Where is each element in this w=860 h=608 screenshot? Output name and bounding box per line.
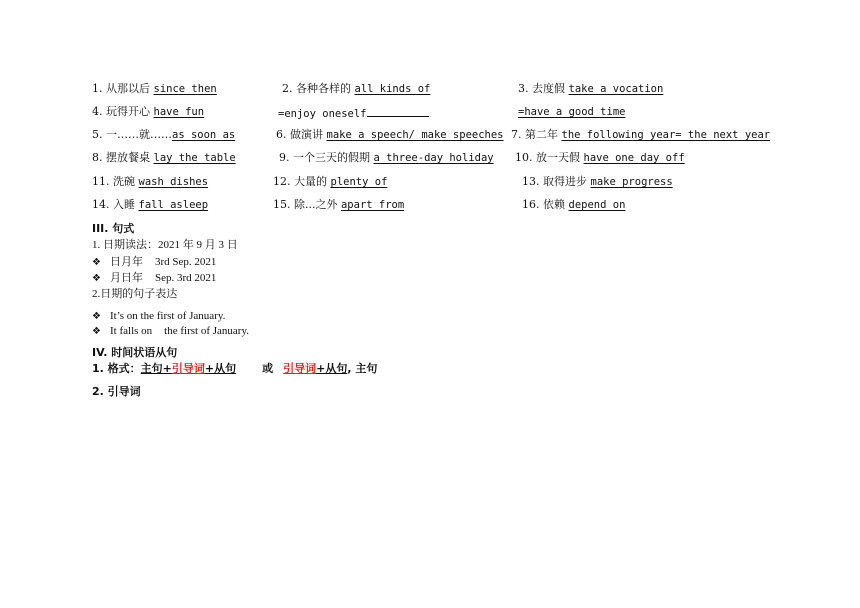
diamond-bullet-icon: ❖ — [92, 273, 101, 284]
phrase-label: 11. 洗碗 — [92, 175, 135, 188]
phrase-equivalent-2 — [518, 105, 625, 119]
phrase-answer: wash dishes — [138, 176, 209, 188]
section-title-sentence-patterns: III. 句式 — [92, 222, 135, 235]
phrase-answer: since then — [153, 83, 217, 95]
phrase-answer: make a speech/ make speeches — [326, 129, 504, 141]
format-prefix: 1. 格式： — [92, 362, 141, 375]
bullet-line-falls-on — [92, 324, 249, 339]
bullet-line-mdy — [92, 271, 216, 286]
phrase-item-4 — [92, 105, 204, 119]
phrase-answer: lay the table — [153, 152, 236, 164]
phrase-equivalent: =have a good time — [518, 106, 626, 118]
phrase-item-10 — [515, 151, 685, 165]
phrase-answer: apart from — [340, 199, 405, 211]
bullet-line-dmy — [92, 255, 216, 270]
phrase-label: 14. 入睡 — [92, 198, 135, 211]
date-reading-item: 1. 日期读法：2021 年 9 月 3 日 — [92, 239, 238, 251]
bullet-label: 月日年 — [110, 272, 143, 284]
phrase-label: 1. 从那以后 — [92, 82, 154, 95]
phrase-item-14 — [92, 198, 208, 212]
phrase-answer: fall asleep — [138, 199, 209, 211]
phrase-label: 6. 做演讲 — [276, 128, 323, 141]
phrase-answer: depend on — [568, 199, 626, 211]
phrase-item-12 — [273, 175, 387, 189]
section-title-adverbial-clause: IV. 时间状语从句 — [92, 346, 178, 359]
phrase-item-16 — [522, 198, 625, 212]
conjunction-text-2: 引导词 — [283, 362, 317, 375]
phrase-item-15 — [273, 198, 404, 212]
bullet-text: It’s on the first of January. — [110, 310, 226, 322]
bullet-value: 3rd Sep. 2021 — [155, 256, 217, 268]
diamond-bullet-icon: ❖ — [92, 326, 101, 337]
phrase-equivalent-1 — [278, 105, 429, 121]
phrase-label: 8. 摆放餐桌 — [92, 151, 150, 164]
phrase-label: 7. 第二年 — [511, 128, 558, 141]
phrase-label: 2. 各种各样的 — [282, 82, 351, 95]
phrase-item-5 — [92, 128, 235, 142]
conjunction-text: 引导词 — [171, 362, 205, 375]
phrase-label: 4. 玩得开心 — [92, 105, 150, 118]
bullet-line-its-on — [92, 309, 225, 324]
bullet-text-part1: It falls on — [110, 325, 153, 337]
bullet-value: Sep. 3rd 2021 — [155, 272, 217, 284]
phrase-answer: have one day off — [583, 152, 685, 164]
phrase-item-7 — [511, 128, 770, 142]
phrase-label: 5. 一……就…… — [92, 128, 172, 141]
conjunctions-item: 2. 引导词 — [92, 385, 141, 398]
phrase-answer: make progress — [590, 176, 673, 188]
diamond-bullet-icon: ❖ — [92, 257, 101, 268]
blank-underline — [367, 105, 429, 117]
phrase-answer: take a vocation — [568, 83, 664, 95]
phrase-label: 12. 大量的 — [273, 175, 327, 188]
phrase-label: 3. 去度假 — [518, 82, 565, 95]
phrase-item-13 — [522, 175, 673, 189]
phrase-item-2 — [282, 82, 430, 96]
phrase-answer: a three-day holiday — [373, 152, 494, 164]
phrase-answer: the following year= the next year — [561, 129, 771, 141]
phrase-answer: all kinds of — [354, 83, 431, 95]
main-clause-text: 主句+ — [140, 362, 172, 375]
phrase-item-3 — [518, 82, 663, 96]
phrase-item-11 — [92, 175, 208, 189]
diamond-bullet-icon: ❖ — [92, 311, 101, 322]
date-sentence-item: 2.日期的句子表达 — [92, 288, 178, 300]
bullet-label: 日月年 — [110, 256, 143, 268]
phrase-answer: have fun — [153, 106, 205, 118]
format-line — [92, 362, 377, 376]
main-clause-tail: , 主句 — [347, 362, 378, 375]
clause-text: +从句 — [204, 362, 237, 375]
phrase-item-9 — [279, 151, 494, 165]
bullet-text-part2: the first of January. — [164, 325, 249, 337]
phrase-label: 9. 一个三天的假期 — [279, 151, 370, 164]
clause-text-2: +从句 — [316, 362, 348, 375]
phrase-label: 15. 除...之外 — [273, 198, 338, 211]
phrase-item-8 — [92, 151, 236, 165]
phrase-answer: plenty of — [330, 176, 388, 188]
phrase-equivalent: =enjoy oneself — [278, 108, 367, 120]
phrase-label: 10. 放一天假 — [515, 151, 580, 164]
phrase-item-1 — [92, 82, 217, 96]
phrase-item-6 — [276, 128, 504, 142]
or-text: 或 — [262, 362, 274, 375]
phrase-label: 16. 依赖 — [522, 198, 565, 211]
phrase-label: 13. 取得进步 — [522, 175, 587, 188]
phrase-answer: as soon as — [172, 129, 236, 141]
